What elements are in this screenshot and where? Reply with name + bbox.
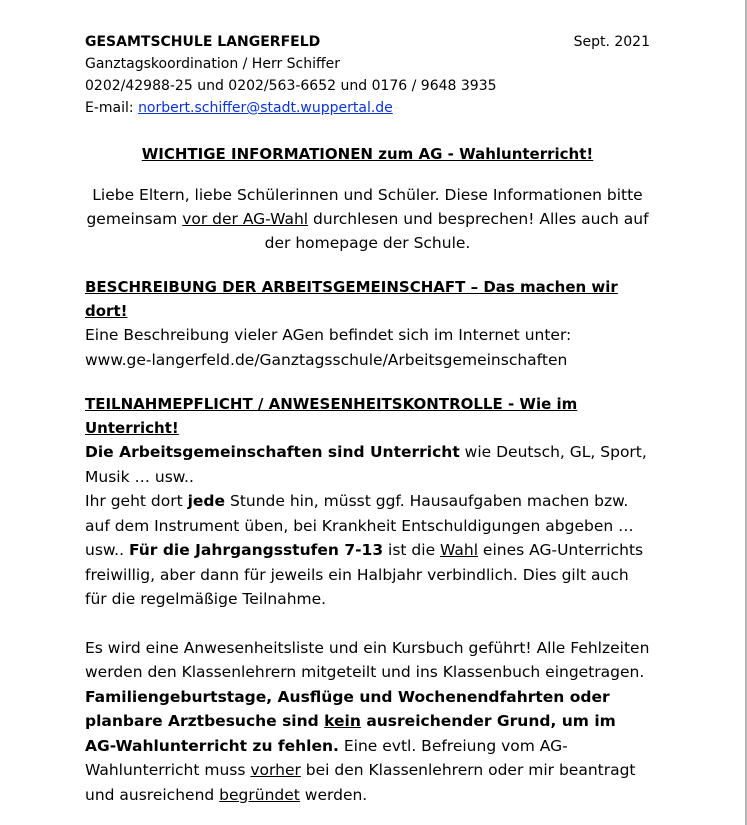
intro-paragraph (85, 183, 650, 255)
underlined-span: Wahl (440, 541, 478, 559)
text-span: Stunde hin, müsst ggf. Hausaufgaben machen bzw. auf dem Instrument üben, bei Krankheit Entschuldigungen abgeben … usw.. (85, 492, 634, 559)
header-row (85, 31, 650, 53)
underlined-span: begründet (219, 785, 300, 804)
intro-text-1: Liebe Eltern, liebe Schülerinnen und Schüler. Diese Informationen bitte gemeinsam (86, 186, 643, 228)
section-description-text (85, 323, 650, 372)
bold-span: Für die Jahrgangsstufen 7-13 (128, 541, 384, 559)
text-span: ist die (383, 541, 441, 559)
website-path: www.ge-langerfeld.de/Ganztagsschule/Arbeitsgemeinschaften (85, 350, 568, 369)
document-title: WICHTIGE INFORMATIONEN zum AG - Wahlunterricht! (141, 145, 594, 163)
attendance-paragraph-2 (85, 489, 650, 612)
text-span: eines AG-Unterrichts freiwillig, aber dann für jeweils ein Halbjahr verbindlich. Dies gilt auch für die regelmäßige Teilnahme. (85, 541, 644, 608)
text-span: bei den Klassenlehrern oder mir beantragt und ausreichend (85, 761, 636, 804)
email-label: E-mail: (85, 100, 139, 116)
bold-span: Familiengeburtstage, Ausflüge und Wochenendfahrten oder planbare Arztbesuche sind (85, 687, 610, 730)
school-name: GESAMTSCHULE LANGERFELD (85, 34, 321, 50)
section-heading-attendance: TEILNAHMEPFLICHT / ANWESENHEITSKONTROLLE - Wie im Unterricht! (85, 395, 578, 437)
text-span: Es wird eine Anwesenheitsliste und ein Kursbuch geführt! Alle Fehlzeiten werden den Klassenlehrern mitgeteilt und ins Klassenbuch eingetragen. (85, 638, 650, 681)
bold-span: jede (187, 492, 226, 510)
text-span: Ihr geht dort (85, 492, 188, 510)
phone-numbers: 0202/42988-25 und 0202/563-6652 und 0176 / 9648 3935 (85, 78, 497, 94)
paragraph-gap (85, 612, 650, 636)
document-page (85, 31, 650, 807)
document-date: Sept. 2021 (573, 34, 650, 50)
section-heading-description: BESCHREIBUNG DER ARBEITSGEMEINSCHAFT – Das machen wir dort! (85, 278, 618, 320)
bold-statement: Die Arbeitsgemeinschaften sind Unterricht (85, 443, 460, 461)
bold-span: ausreichender Grund, um im AG-Wahlunterricht zu fehlen. (85, 712, 616, 755)
email-line (85, 97, 650, 119)
attendance-paragraph-1 (85, 440, 650, 489)
description-line: Eine Beschreibung vieler AGen befindet sich im Internet unter: (85, 326, 572, 344)
intro-underlined: vor der AG-Wahl (182, 210, 309, 228)
attendance-paragraph-3 (85, 636, 650, 808)
subjects-text: wie Deutsch, GL, Sport, Musik … usw.. (85, 443, 647, 486)
intro-text-2: durchlesen und besprechen! Alles auch auf der homepage der Schule. (264, 210, 649, 252)
email-link[interactable]: norbert.schiffer@stadt.wuppertal.de (138, 100, 393, 116)
department: Ganztagskoordination / Herr Schiffer (85, 56, 341, 72)
text-span: Eine evtl. Befreiung vom AG-Wahlunterricht muss (85, 736, 568, 779)
underlined-span: vorher (250, 761, 301, 779)
bold-underlined-span: kein (324, 712, 361, 730)
text-span: werden. (299, 785, 368, 804)
